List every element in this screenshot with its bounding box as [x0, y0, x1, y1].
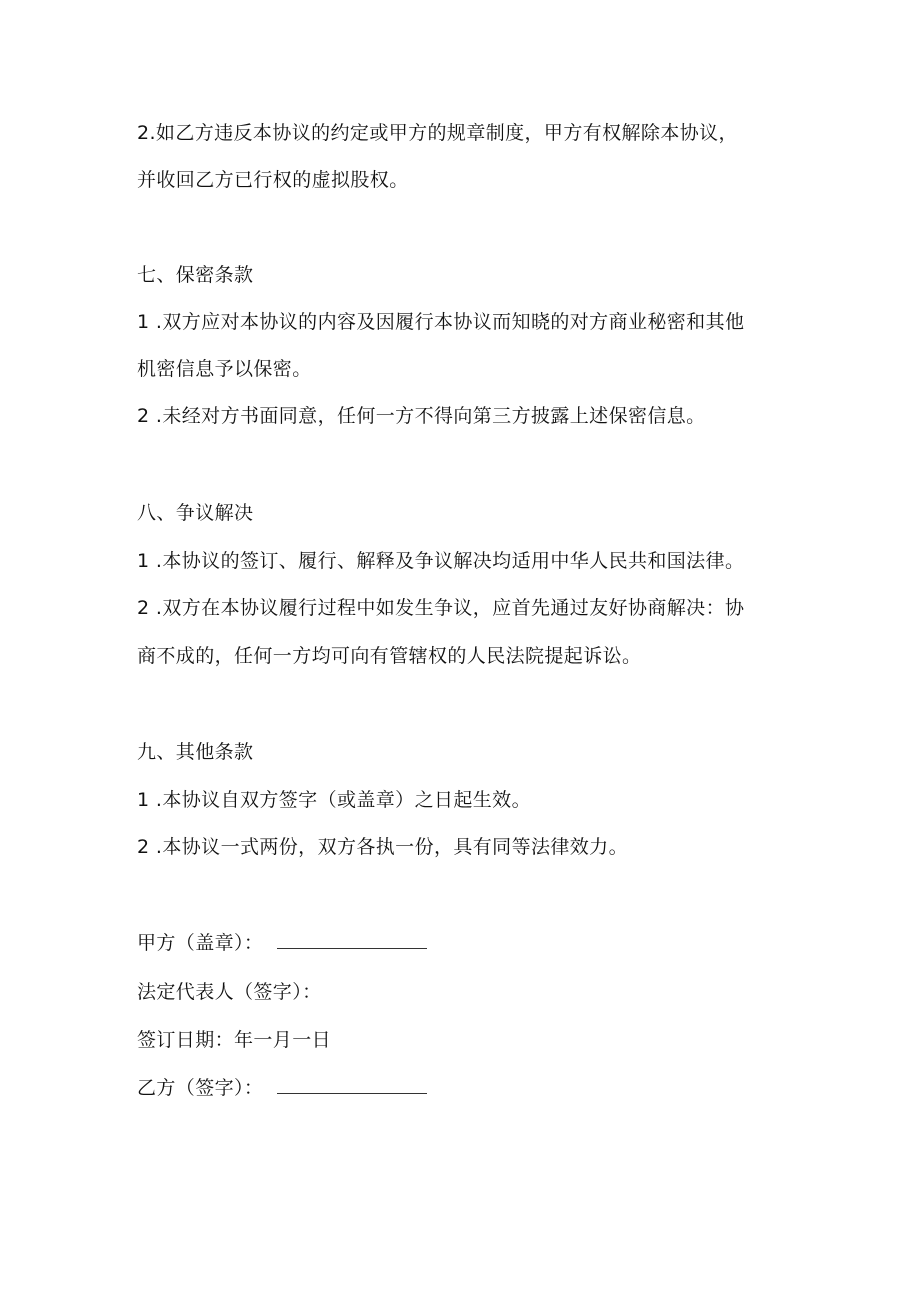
party-a-label: 甲方（盖章）： [137, 932, 264, 954]
sign-date-label: 签订日期：年一月一日 [137, 1029, 332, 1051]
section6-item2-line1: 2.如乙方违反本协议的约定或甲方的规章制度，甲方有权解除本协议， [137, 122, 738, 144]
section8-item1: 1 .本协议的签订、履行、解释及争议解决均适用中华人民共和国法律。 [137, 550, 745, 572]
section7-item2: 2 .未经对方书面同意，任何一方不得向第三方披露上述保密信息。 [137, 405, 706, 427]
section7-item1-line2: 机密信息予以保密。 [137, 358, 312, 380]
section9-item1: 1 .本协议自双方签字（或盖章）之日起生效。 [137, 789, 531, 811]
party-a-signature-line [277, 932, 427, 949]
legal-rep-label: 法定代表人（签字）： [137, 981, 322, 1003]
party-a-row [137, 931, 427, 955]
party-b-row [137, 1076, 427, 1100]
section9-item2: 2 .本协议一式两份，双方各执一份，具有同等法律效力。 [137, 836, 628, 858]
section6-item2-line2: 并收回乙方已行权的虚拟股权。 [137, 169, 409, 191]
party-b-signature-line [277, 1077, 427, 1094]
section8-item2-line2: 商不成的，任何一方均可向有管辖权的人民法院提起诉讼。 [137, 645, 642, 667]
party-b-label: 乙方（签字）： [137, 1077, 264, 1099]
section8-heading: 八、争议解决 [137, 502, 254, 524]
section7-item1-line1: 1 .双方应对本协议的内容及因履行本协议而知晓的对方商业秘密和其他 [137, 311, 745, 333]
section9-heading: 九、其他条款 [137, 741, 254, 763]
section8-item2-line1: 2 .双方在本协议履行过程中如发生争议，应首先通过友好协商解决：协 [137, 597, 745, 619]
section7-heading: 七、保密条款 [137, 264, 254, 286]
